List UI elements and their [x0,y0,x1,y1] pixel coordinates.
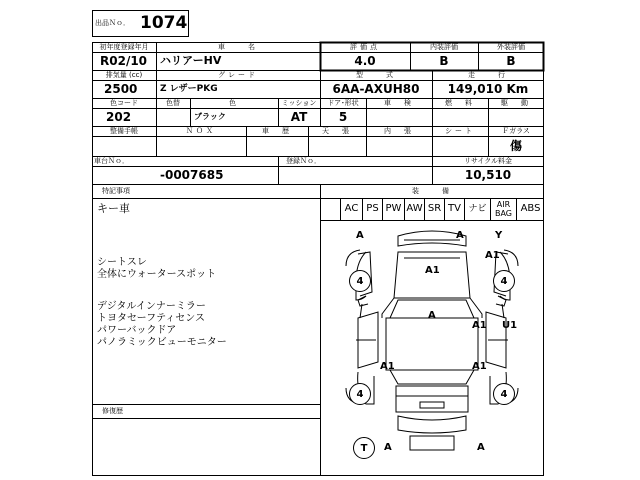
lot-label: 出品Ｎｏ． [95,19,130,27]
displacement-value: 2500 [104,82,138,96]
color-value: ブラック [194,112,226,121]
mark-a1-right-rear: A1 [472,361,487,372]
exterior-value: B [506,54,516,68]
interior-label: 内装評価 [430,43,458,51]
car-name-label: 車 名 [218,43,258,51]
key-car-note: キー車 [97,202,130,215]
mark-a-top-left: A [356,230,364,241]
equip-airbag: AIR BAG [494,200,513,218]
note-line: パノラミックビューモニター [97,337,227,348]
tire-front-left: 4 [349,270,371,292]
equip-sr: SR [427,203,442,214]
mission-value: AT [290,110,308,124]
note-line: 全体にウォータースポット [97,269,217,280]
mileage-value: 149,010 Km [447,82,529,96]
model-label: 型 式 [356,71,396,79]
repair-label: 修復歴 [102,407,123,415]
mark-u1-right: U1 [502,320,518,331]
equip-ac: AC [344,203,359,214]
mark-a1-left-rear: A1 [380,361,395,372]
nox-label: ＮＯＸ [186,127,216,135]
doors-value: 5 [338,110,348,124]
equip-tv: TV [448,203,461,214]
interior-top-label: 内 張 [384,127,414,135]
equip-pw: PW [385,203,402,214]
color-type-label: 色替 [166,99,180,107]
tire-rear-left: 4 [349,383,371,405]
model-value: 6AA-AXUH80 [332,82,420,96]
fuel-label: 燃 料 [445,99,475,107]
exterior-label: 外装評価 [497,43,525,51]
doors-label: ドア･形状 [327,99,359,107]
equip-abs: ABS [520,203,541,214]
history-label: 車 歴 [262,127,292,135]
equip-aw: AW [406,203,423,214]
mark-a1-front-right: A1 [485,250,500,261]
mark-a1-hood: A1 [425,265,440,276]
interior-value: B [439,54,449,68]
mark-a-top-mid: A [456,230,464,241]
mark-a-bottom-left: A [384,442,392,453]
first-reg-value: R02/10 [100,54,148,68]
car-name-value: ハリアーHV [160,54,222,67]
score-value: 4.0 [354,54,376,68]
equip-ps: PS [366,203,379,214]
mission-label: ミッション [281,99,317,107]
color-code-value: 202 [106,110,132,124]
tire-rear-right: 4 [493,383,515,405]
recycle-value: 10,510 [464,168,512,182]
grade-label: グレード [218,71,258,79]
recycle-label: リサイクル料金 [463,157,513,165]
first-reg-label: 初年度登録年月 [99,43,149,51]
mark-a1-right-door: A1 [472,320,487,331]
color-code-label: 色コード [110,99,138,107]
mark-y-top-right: Y [495,230,503,241]
note-line: トヨタセーフティセンス [97,313,205,324]
ceiling-label: 天 張 [322,127,352,135]
chassis-label: 車台Ｎｏ． [94,157,129,165]
mark-a-bottom-right: A [477,442,485,453]
notes-label: 特記事項 [102,187,130,195]
reg-no-label: 登録Ｎｏ． [286,157,321,165]
note-line: パワーバックドア [97,325,177,336]
color-label: 色 [229,99,239,107]
glass-label: Ｆガラス [502,127,530,135]
chassis-value: -0007685 [160,168,224,182]
inspection-label: 車 検 [384,99,414,107]
equip-navi: ナビ [468,204,487,214]
mileage-label: 走 行 [468,71,508,79]
lot-number: 1074 [140,13,188,33]
spare-tire: T [353,437,375,459]
grade-value: Z レザーPKG [160,84,218,94]
glass-value: 傷 [509,139,522,153]
equipment-label: 装 備 [412,187,452,195]
mark-a-roof: A [428,310,436,321]
manual-label: 整備手帳 [110,127,138,135]
score-label: 評価点 [350,43,380,51]
note-line: シートスレ [97,257,147,268]
note-line: デジタルインナーミラー [97,301,206,312]
tire-front-right: 4 [493,270,515,292]
displacement-label: 排気量 (cc) [105,71,143,79]
seat-label: シート [445,127,475,135]
drive-label: 駆 動 [501,99,531,107]
